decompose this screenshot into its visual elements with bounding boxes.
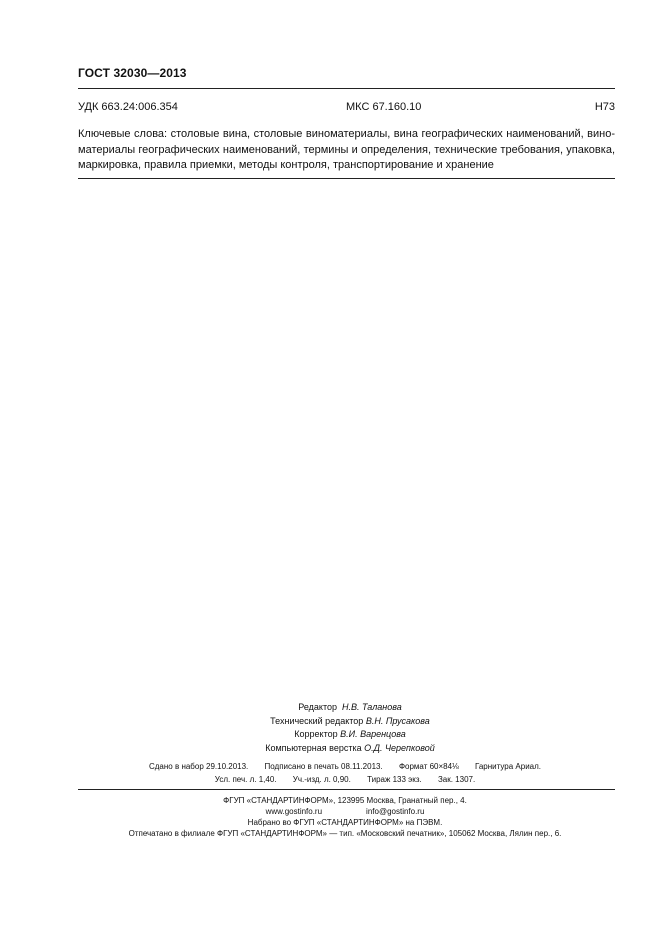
print-typeface: Гарнитура Ариал.	[474, 762, 541, 771]
corrector-label: Корректор	[294, 729, 338, 739]
credits-block	[200, 701, 500, 755]
tech-editor-label: Технический редактор	[270, 715, 364, 726]
udk-code: УДК 663.24:006.354	[78, 101, 178, 113]
mks-code: МКС 67.160.10	[346, 101, 422, 113]
tech-editor-line	[200, 715, 500, 729]
corrector-line	[200, 728, 500, 742]
printed-line: Отпечатано в филиале ФГУП «СТАНДАРТИНФОРМ» — тип. «Московский печатник», 105062 Москва, Лялин пер., 6.	[128, 829, 562, 838]
standard-number: ГОСТ 32030—2013	[78, 66, 187, 80]
keywords-line: маркировка, правила приемки, методы контроля, транспортирование и хранение	[78, 159, 494, 171]
classification-code: Н73	[594, 101, 615, 113]
print-pub-sheets: Уч.-изд. л. 0,90.	[292, 775, 351, 784]
publisher-email: info@gostinfo.ru	[366, 807, 425, 816]
print-signed: Подписано в печать 08.11.2013.	[264, 762, 383, 771]
printing-line-2	[90, 775, 600, 784]
print-submitted: Сдано в набор 29.10.2013.	[148, 762, 249, 771]
editor-line	[200, 701, 500, 715]
print-format: Формат 60×84⅛	[398, 762, 459, 771]
publisher-web: www.gostinfo.ru	[265, 807, 323, 816]
corrector-name: В.И. Варенцова	[340, 729, 406, 739]
editor-name: Н.В. Таланова	[342, 702, 402, 712]
layout-name: О.Д. Черепковой	[364, 742, 435, 753]
editor-label: Редактор	[298, 702, 337, 712]
tech-editor-name: В.Н. Прусакова	[365, 715, 430, 726]
header-rule	[78, 88, 615, 89]
print-run: Тираж 133 экз.	[367, 775, 422, 784]
keywords-block	[78, 127, 615, 174]
typeset-line: Набрано во ФГУП «СТАНДАРТИНФОРМ» на ПЭВМ.	[247, 818, 443, 827]
imprint-rule	[78, 789, 615, 790]
printing-line-1	[90, 762, 600, 771]
layout-label: Компьютерная верстка	[265, 742, 362, 753]
publisher-contacts	[60, 807, 630, 816]
keywords-rule	[78, 178, 615, 179]
layout-line	[200, 742, 500, 756]
print-order: Зак. 1307.	[437, 775, 476, 784]
print-sheets: Усл. печ. л. 1,40.	[214, 775, 277, 784]
publisher-address: ФГУП «СТАНДАРТИНФОРМ», 123995 Москва, Гранатный пер., 4.	[223, 796, 467, 805]
keywords-line: Ключевые слова: столовые вина, столовые виноматериалы, вина географических наименований, вино-	[78, 128, 615, 140]
keywords-line: материалы географических наименований, термины и определения, технические требования, упаковка,	[78, 143, 615, 156]
